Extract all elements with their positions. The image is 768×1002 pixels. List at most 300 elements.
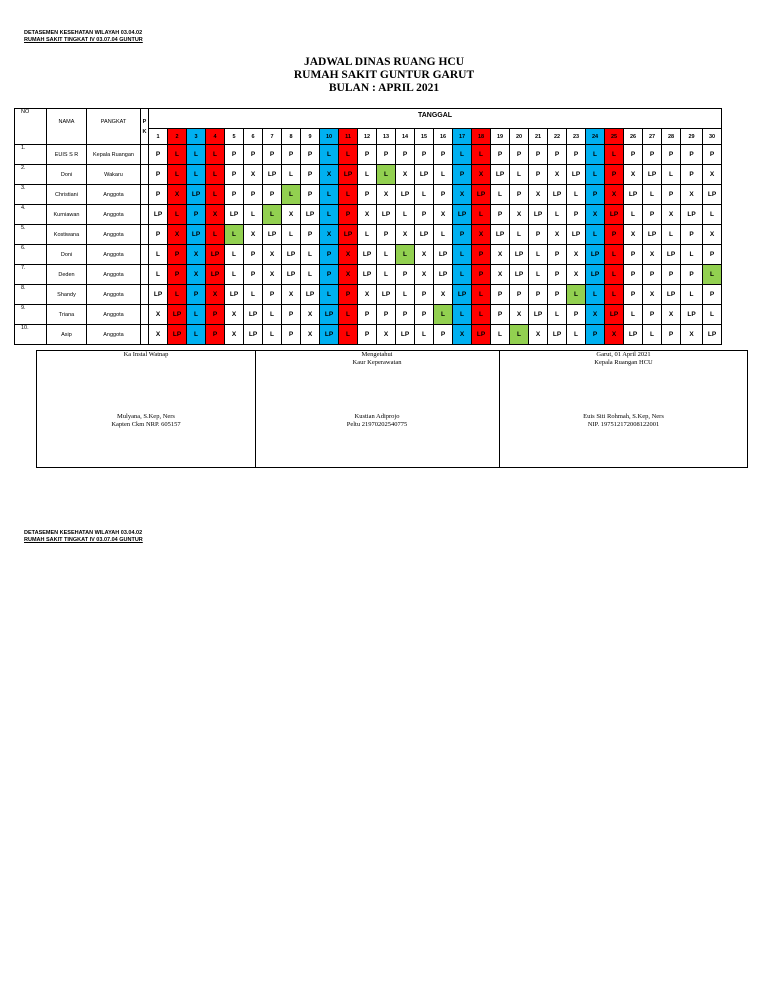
day-header: 4 [206, 129, 225, 145]
shift-cell: L [510, 165, 529, 185]
shift-cell: X [320, 165, 339, 185]
shift-cell: P [320, 265, 339, 285]
shift-cell: P [377, 305, 396, 325]
row-number: 8. [15, 285, 47, 305]
shift-cell: P [396, 305, 415, 325]
shift-cell: LP [168, 325, 187, 345]
shift-cell: P [206, 325, 225, 345]
day-header: 9 [301, 129, 320, 145]
table-row [15, 205, 722, 225]
shift-cell: LP [263, 165, 282, 185]
shift-cell: X [396, 165, 415, 185]
shift-cell: L [510, 225, 529, 245]
shift-cell: L [263, 205, 282, 225]
shift-cell: L [434, 305, 453, 325]
sig-middle-role: Mengetahui [361, 351, 393, 358]
shift-cell: LP [415, 165, 434, 185]
shift-cell: L [453, 265, 472, 285]
shift-cell: L [434, 165, 453, 185]
shift-cell: P [282, 145, 301, 165]
shift-cell: L [548, 305, 567, 325]
shift-cell: X [624, 225, 643, 245]
shift-cell: L [472, 285, 491, 305]
shift-cell: L [453, 305, 472, 325]
shift-cell: X [358, 285, 377, 305]
shift-cell: LP [605, 305, 624, 325]
shift-cell: L [187, 305, 206, 325]
shift-cell: L [415, 325, 434, 345]
row-number: 7. [15, 265, 47, 285]
shift-cell: X [567, 265, 586, 285]
shift-cell: L [472, 145, 491, 165]
staff-name: Shandy [47, 285, 87, 305]
shift-cell: LP [586, 265, 605, 285]
table-row [15, 305, 722, 325]
shift-cell: LP [586, 245, 605, 265]
signature-left [37, 351, 256, 467]
shift-cell: P [320, 245, 339, 265]
shift-cell: LP [434, 245, 453, 265]
shift-cell: X [415, 265, 434, 285]
shift-cell: P [491, 205, 510, 225]
shift-cell: LP [149, 285, 168, 305]
col-rank-header: PANGKAT [87, 109, 141, 145]
shift-cell: P [624, 265, 643, 285]
day-header: 26 [624, 129, 643, 145]
shift-cell: L [605, 285, 624, 305]
shift-cell: LP [168, 305, 187, 325]
shift-cell: P [263, 285, 282, 305]
shift-cell: X [605, 185, 624, 205]
shift-cell: L [282, 185, 301, 205]
day-header: 7 [263, 129, 282, 145]
shift-cell: X [282, 285, 301, 305]
day-header: 16 [434, 129, 453, 145]
shift-cell: LP [206, 245, 225, 265]
shift-cell: LP [472, 325, 491, 345]
shift-cell: L [282, 225, 301, 245]
shift-cell: X [415, 245, 434, 265]
shift-cell: P [491, 145, 510, 165]
shift-cell: X [301, 305, 320, 325]
shift-cell: X [206, 285, 225, 305]
shift-cell: L [225, 265, 244, 285]
shift-cell: X [643, 285, 662, 305]
shift-cell: P [377, 225, 396, 245]
day-header: 19 [491, 129, 510, 145]
header-block [24, 30, 143, 44]
shift-cell: P [567, 205, 586, 225]
shift-cell: P [643, 145, 662, 165]
shift-cell: LP [472, 185, 491, 205]
staff-name: Christiani [47, 185, 87, 205]
shift-cell: L [187, 325, 206, 345]
shift-cell: L [662, 225, 681, 245]
shift-cell: X [681, 325, 703, 345]
shift-cell: P [703, 245, 722, 265]
shift-cell: X [453, 185, 472, 205]
shift-cell: L [339, 185, 358, 205]
shift-cell: X [358, 205, 377, 225]
signature-middle [255, 351, 500, 467]
shift-cell: P [301, 185, 320, 205]
shift-cell: LP [225, 205, 244, 225]
shift-cell: P [149, 225, 168, 245]
shift-cell: X [472, 225, 491, 245]
shift-cell: P [491, 285, 510, 305]
shift-cell: P [377, 145, 396, 165]
shift-cell: X [624, 165, 643, 185]
shift-cell: P [244, 185, 263, 205]
shift-cell: LP [703, 325, 722, 345]
day-header: 28 [662, 129, 681, 145]
shift-cell: L [339, 145, 358, 165]
staff-rank: Anggota [87, 185, 141, 205]
shift-cell: LP [149, 205, 168, 225]
shift-cell: X [263, 265, 282, 285]
shift-cell: LP [681, 305, 703, 325]
staff-rank: Anggota [87, 325, 141, 345]
shift-cell: L [624, 305, 643, 325]
shift-cell: LP [529, 305, 548, 325]
day-header: 15 [415, 129, 434, 145]
shift-cell: X [225, 325, 244, 345]
shift-cell: L [263, 305, 282, 325]
col-pk-line-2: K [142, 128, 147, 135]
shift-cell: X [149, 325, 168, 345]
shift-cell: P [225, 165, 244, 185]
shift-cell: L [703, 305, 722, 325]
shift-cell: P [529, 285, 548, 305]
shift-cell: L [168, 165, 187, 185]
shift-cell: P [434, 185, 453, 205]
shift-cell: X [339, 265, 358, 285]
shift-cell: P [453, 165, 472, 185]
shift-cell: P [681, 265, 703, 285]
shift-cell: P [225, 145, 244, 165]
shift-cell: P [415, 145, 434, 165]
day-header: 27 [643, 129, 662, 145]
shift-cell: L [396, 285, 415, 305]
shift-cell: X [643, 245, 662, 265]
day-header: 13 [377, 129, 396, 145]
shift-cell: L [491, 185, 510, 205]
day-header: 3 [187, 129, 206, 145]
col-dates-header: TANGGAL [149, 109, 722, 129]
day-header: 25 [605, 129, 624, 145]
shift-cell: LP [282, 265, 301, 285]
shift-cell: X [662, 305, 681, 325]
table-row [15, 145, 722, 165]
shift-cell: P [225, 185, 244, 205]
row-number: 5. [15, 225, 47, 245]
shift-cell: X [187, 265, 206, 285]
shift-cell: P [662, 185, 681, 205]
shift-cell: X [586, 205, 605, 225]
shift-cell: LP [377, 205, 396, 225]
shift-cell: L [206, 165, 225, 185]
shift-cell: P [624, 285, 643, 305]
shift-cell: X [187, 245, 206, 265]
shift-cell: LP [434, 265, 453, 285]
shift-cell: X [510, 305, 529, 325]
day-header: 22 [548, 129, 567, 145]
shift-cell: X [244, 165, 263, 185]
shift-cell: LP [567, 225, 586, 245]
shift-cell: X [244, 225, 263, 245]
day-header: 18 [472, 129, 491, 145]
day-header: 24 [586, 129, 605, 145]
shift-cell: L [586, 145, 605, 165]
col-pk-line-1: P [142, 118, 147, 125]
shift-cell: L [263, 325, 282, 345]
shift-cell: L [491, 325, 510, 345]
shift-cell: P [681, 225, 703, 245]
shift-cell: X [662, 205, 681, 225]
shift-cell: L [396, 245, 415, 265]
shift-cell: L [244, 205, 263, 225]
shift-cell: L [244, 285, 263, 305]
table-row [15, 265, 722, 285]
shift-cell: L [168, 285, 187, 305]
header-line-2: RUMAH SAKIT TINGKAT IV 03.07.04 GUNTUR [24, 37, 143, 43]
staff-rank: Anggota [87, 205, 141, 225]
shift-cell: P [567, 305, 586, 325]
title-line-2: RUMAH SAKIT GUNTUR GARUT [293, 69, 475, 81]
schedule-table [14, 108, 722, 345]
shift-cell: P [472, 265, 491, 285]
shift-cell: X [529, 185, 548, 205]
shift-cell: P [643, 265, 662, 285]
shift-cell: L [662, 165, 681, 185]
shift-cell: L [377, 245, 396, 265]
staff-name: Deden [47, 265, 87, 285]
shift-cell: LP [263, 225, 282, 245]
shift-cell: LP [624, 185, 643, 205]
shift-cell: X [225, 305, 244, 325]
shift-cell: P [168, 265, 187, 285]
shift-cell: X [472, 165, 491, 185]
pk-cell [141, 245, 149, 265]
shift-cell: P [662, 265, 681, 285]
sig-middle-role2: Kaur Keperawatan [352, 359, 402, 366]
staff-rank: Anggota [87, 305, 141, 325]
shift-cell: L [225, 225, 244, 245]
title-line-1: JADWAL DINAS RUANG HCU [303, 56, 465, 68]
shift-cell: L [472, 205, 491, 225]
shift-cell: P [301, 145, 320, 165]
shift-cell: P [681, 145, 703, 165]
shift-cell: L [567, 185, 586, 205]
shift-cell: P [586, 325, 605, 345]
row-number: 2. [15, 165, 47, 185]
shift-cell: P [396, 265, 415, 285]
shift-cell: L [605, 245, 624, 265]
shift-cell: P [605, 225, 624, 245]
table-row [15, 325, 722, 345]
pk-cell [141, 165, 149, 185]
shift-cell: X [149, 305, 168, 325]
day-header: 20 [510, 129, 529, 145]
shift-cell: L [320, 145, 339, 165]
shift-cell: LP [453, 285, 472, 305]
shift-cell: L [358, 165, 377, 185]
shift-cell: L [320, 285, 339, 305]
footer-header-line-2: RUMAH SAKIT TINGKAT IV 03.07.04 GUNTUR [24, 537, 143, 543]
row-number: 6. [15, 245, 47, 265]
shift-cell: L [149, 265, 168, 285]
shift-cell: LP [396, 325, 415, 345]
sig-right-id: NIP. 197512172008122001 [587, 421, 660, 428]
day-header: 30 [703, 129, 722, 145]
shift-cell: P [453, 225, 472, 245]
title-line-3: BULAN : APRIL 2021 [328, 82, 440, 94]
table-row [15, 165, 722, 185]
shift-cell: X [491, 265, 510, 285]
shift-cell: P [358, 185, 377, 205]
shift-cell: L [206, 185, 225, 205]
shift-cell: L [681, 245, 703, 265]
shift-cell: L [168, 205, 187, 225]
shift-cell: LP [643, 225, 662, 245]
shift-cell: LP [187, 185, 206, 205]
shift-cell: LP [624, 325, 643, 345]
shift-cell: P [548, 245, 567, 265]
day-header: 8 [282, 129, 301, 145]
shift-cell: L [187, 165, 206, 185]
shift-cell: X [703, 165, 722, 185]
table-row [15, 225, 722, 245]
shift-cell: P [643, 205, 662, 225]
shift-cell: L [529, 245, 548, 265]
shift-cell: L [567, 285, 586, 305]
shift-cell: P [187, 285, 206, 305]
shift-cell: P [415, 285, 434, 305]
shift-cell: X [301, 325, 320, 345]
shift-cell: L [605, 265, 624, 285]
shift-cell: P [681, 165, 703, 185]
shift-cell: L [149, 245, 168, 265]
shift-cell: X [339, 245, 358, 265]
day-header: 2 [168, 129, 187, 145]
shift-cell: LP [643, 165, 662, 185]
staff-name: Triana [47, 305, 87, 325]
shift-cell: X [434, 285, 453, 305]
sig-right-name: Euis Siti Rohmah, S.Kep, Ners [583, 413, 664, 420]
shift-cell: X [491, 245, 510, 265]
shift-cell: P [244, 145, 263, 165]
shift-cell: L [643, 325, 662, 345]
shift-cell: LP [703, 185, 722, 205]
footer-header-block [24, 530, 143, 544]
pk-cell [141, 265, 149, 285]
shift-cell: P [206, 305, 225, 325]
col-pk-header [141, 109, 149, 145]
shift-cell: P [244, 245, 263, 265]
day-header: 17 [453, 129, 472, 145]
sig-middle-name: Kustian Adiprojo [354, 413, 400, 420]
shift-cell: P [548, 285, 567, 305]
day-header: 5 [225, 129, 244, 145]
shift-cell: L [377, 265, 396, 285]
shift-cell: P [282, 325, 301, 345]
shift-cell: P [282, 305, 301, 325]
shift-cell: LP [567, 165, 586, 185]
day-header: 10 [320, 129, 339, 145]
shift-cell: X [168, 225, 187, 245]
shift-cell: P [510, 185, 529, 205]
sig-right-role: Garut, 01 April 2021 [596, 351, 651, 358]
sig-middle-id: Peltu 21970202540775 [346, 421, 408, 428]
shift-cell: X [377, 185, 396, 205]
staff-rank: Anggota [87, 265, 141, 285]
shift-cell: X [206, 205, 225, 225]
shift-cell: LP [320, 325, 339, 345]
sig-left-name: Mulyana, S.Kep, Ners [117, 413, 175, 420]
shift-cell: P [339, 285, 358, 305]
shift-cell: X [529, 325, 548, 345]
staff-rank: Anggota [87, 285, 141, 305]
shift-cell: X [168, 185, 187, 205]
header-row [15, 109, 722, 129]
shift-cell: L [472, 305, 491, 325]
shift-cell: X [396, 225, 415, 245]
shift-cell: P [149, 185, 168, 205]
shift-cell: LP [282, 245, 301, 265]
shift-cell: L [206, 225, 225, 245]
shift-cell: LP [453, 205, 472, 225]
shift-cell: X [548, 165, 567, 185]
staff-rank: Kepala Ruangan [87, 145, 141, 165]
pk-cell [141, 205, 149, 225]
shift-cell: LP [301, 285, 320, 305]
shift-cell: LP [339, 225, 358, 245]
shift-cell: X [586, 305, 605, 325]
shift-cell: LP [187, 225, 206, 245]
shift-cell: P [662, 145, 681, 165]
pk-cell [141, 325, 149, 345]
shift-cell: L [206, 145, 225, 165]
shift-cell: L [703, 265, 722, 285]
shift-cell: L [567, 325, 586, 345]
shift-cell: L [586, 285, 605, 305]
staff-rank: Anggota [87, 225, 141, 245]
shift-cell: LP [225, 285, 244, 305]
shift-cell: P [415, 305, 434, 325]
shift-cell: L [339, 305, 358, 325]
shift-cell: P [548, 265, 567, 285]
shift-cell: P [263, 185, 282, 205]
row-number: 10. [15, 325, 47, 345]
shift-cell: P [510, 145, 529, 165]
shift-cell: LP [377, 285, 396, 305]
staff-name: Kostiwana [47, 225, 87, 245]
shift-cell: P [510, 285, 529, 305]
shift-cell: X [453, 325, 472, 345]
sig-right-role2: Kepala Ruangan HCU [594, 359, 653, 366]
shift-cell: LP [548, 185, 567, 205]
staff-name: Doni [47, 245, 87, 265]
shift-cell: X [681, 185, 703, 205]
shift-cell: LP [548, 325, 567, 345]
shift-cell: LP [529, 205, 548, 225]
shift-cell: P [605, 165, 624, 185]
shift-cell: P [187, 205, 206, 225]
staff-name: Asip [47, 325, 87, 345]
shift-cell: L [643, 185, 662, 205]
shift-cell: LP [662, 245, 681, 265]
pk-cell [141, 185, 149, 205]
